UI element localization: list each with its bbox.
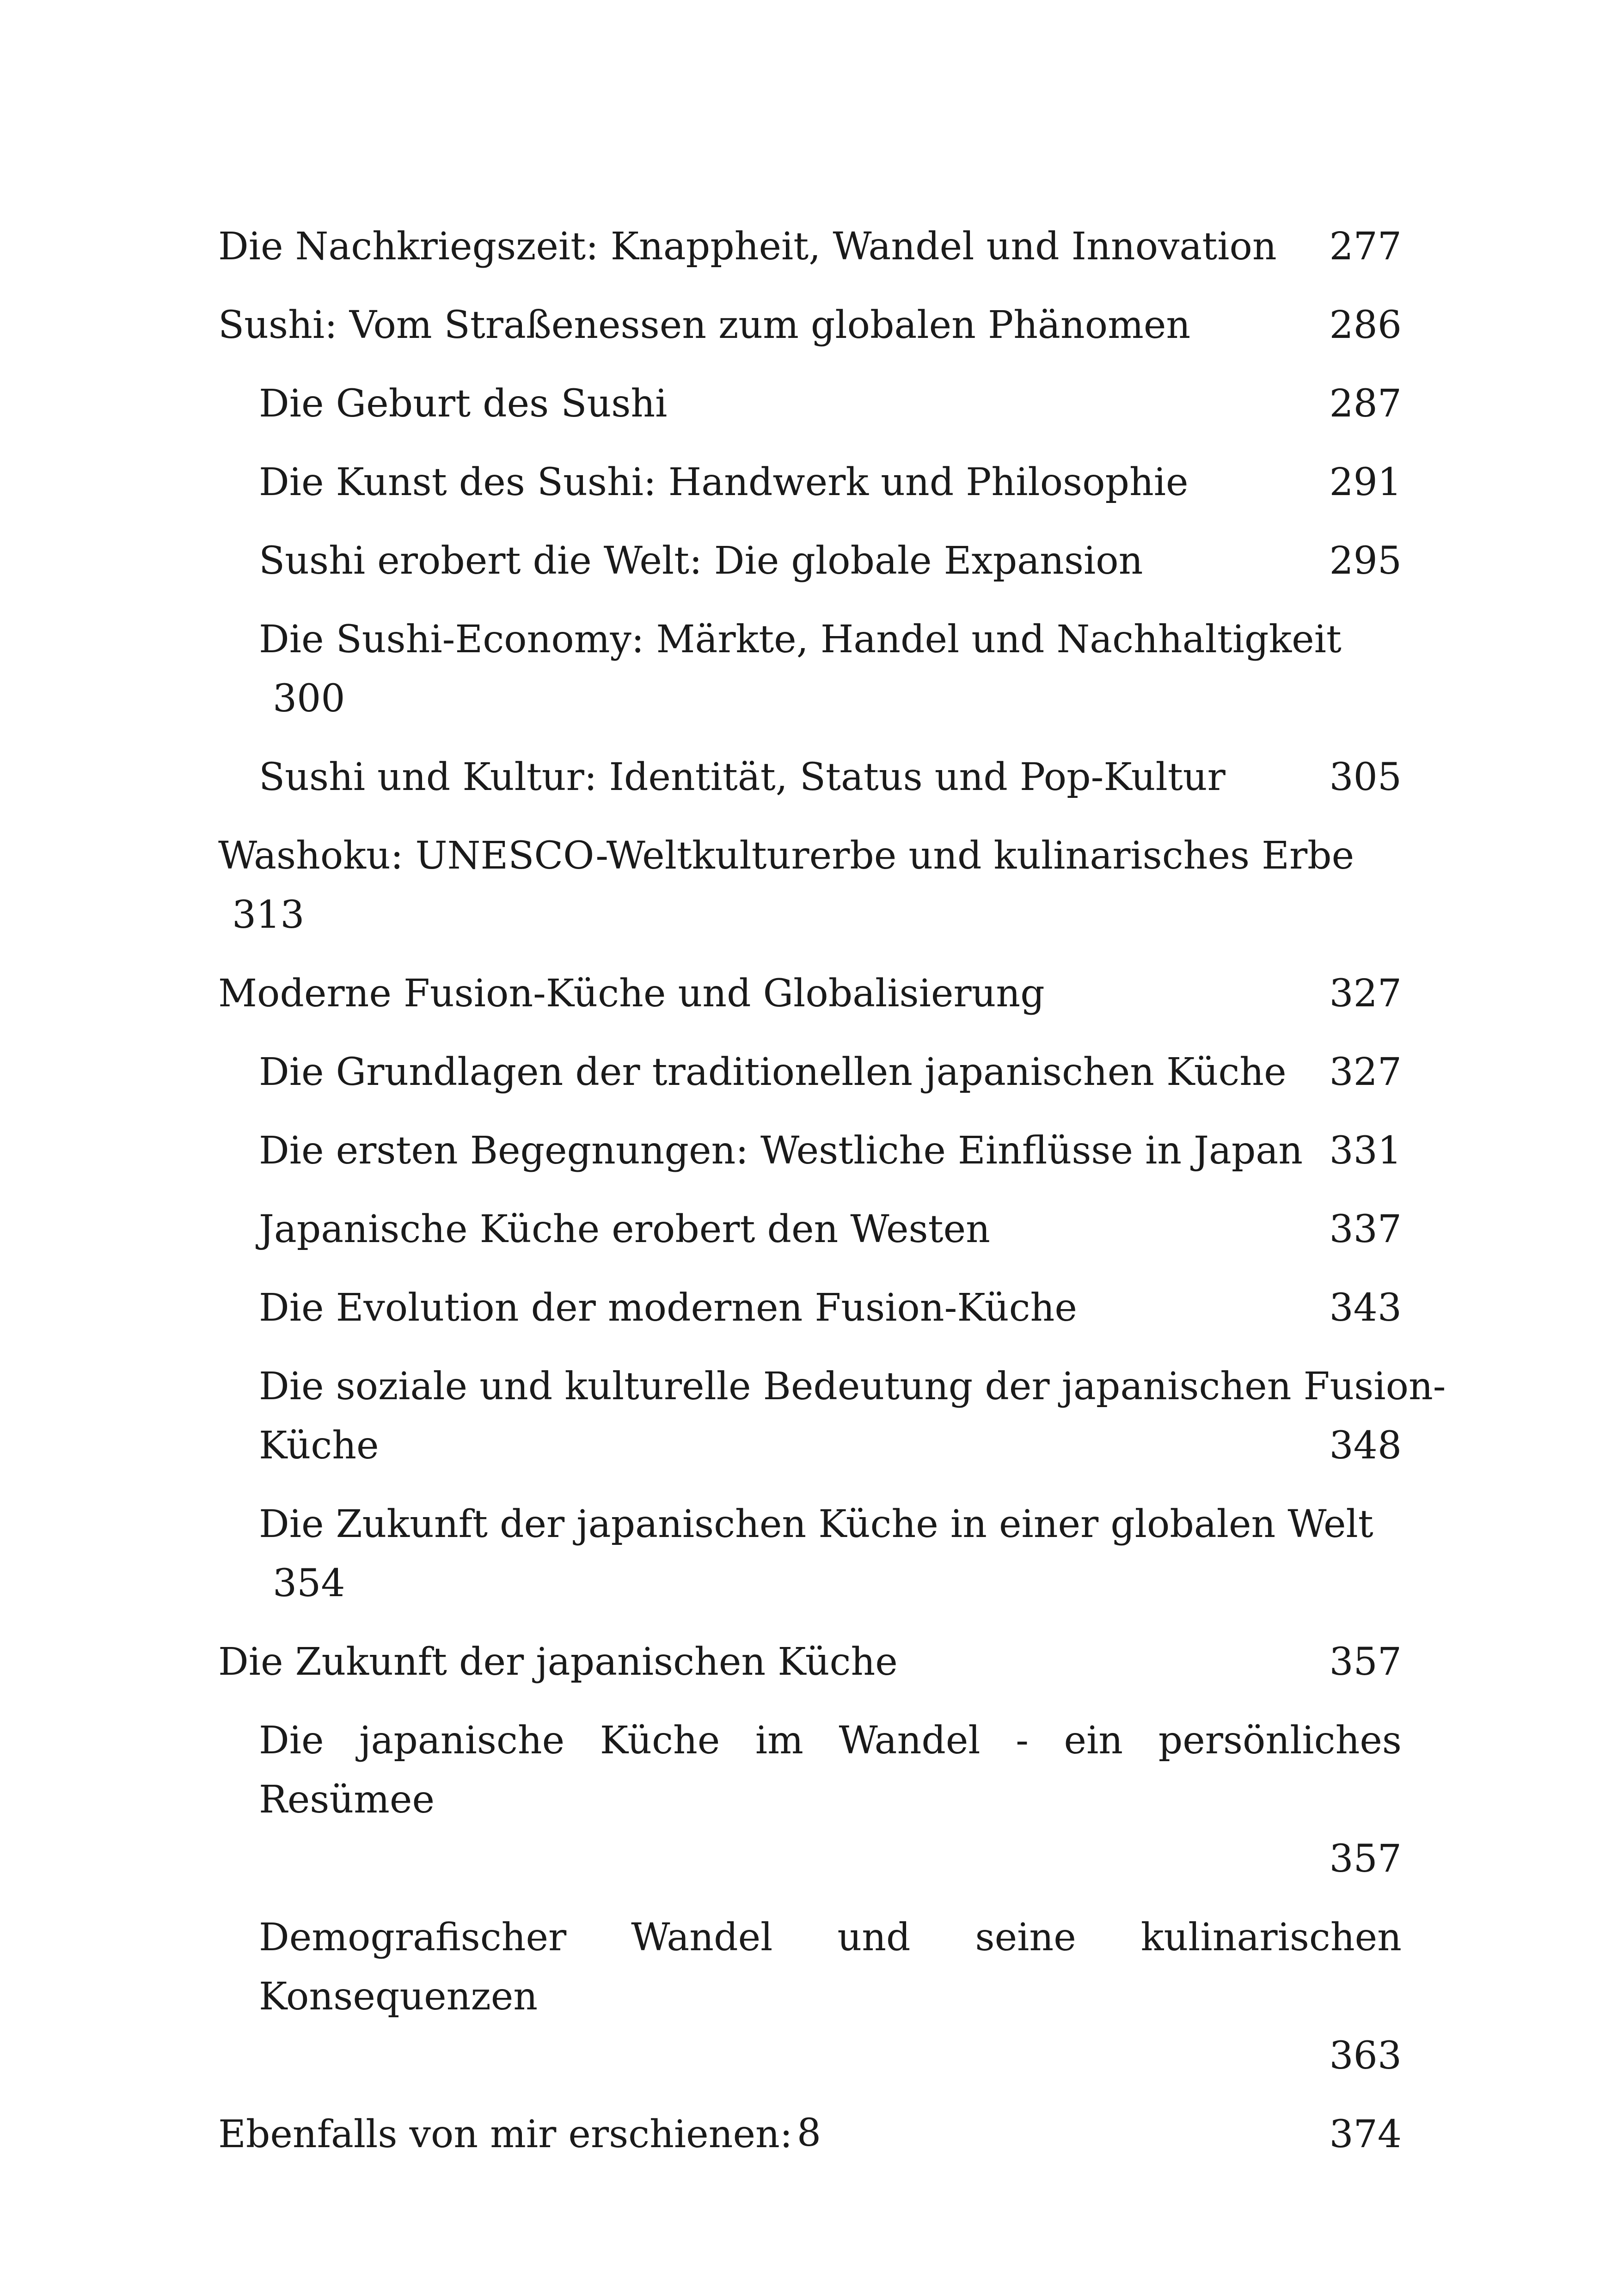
- toc-entry-title: Die Geburt des Sushi: [259, 382, 668, 426]
- toc-entry-page: 300: [273, 677, 345, 721]
- toc-entry: [218, 1043, 1402, 1102]
- toc-entry: [218, 532, 1402, 591]
- toc-entry-title: Die Kunst des Sushi: Handwerk und Philosophie: [259, 460, 1189, 504]
- toc-entry-page: 363: [1329, 2034, 1402, 2078]
- toc-entry: [218, 1633, 1402, 1692]
- toc-entry: [218, 748, 1402, 807]
- toc-entry-title: Die Sushi-Economy: Märkte, Handel und Nachhaltigkeit: [259, 618, 1342, 661]
- toc-entry-page: 337: [1329, 1207, 1402, 1251]
- toc-entry-title: Japanische Küche erobert den Westen: [259, 1207, 990, 1251]
- toc-entry-title: Ebenfalls von mir erschienen:: [218, 2112, 793, 2156]
- toc-entry-page: 348: [1329, 1424, 1402, 1468]
- toc-entry-page: 277: [1329, 225, 1402, 269]
- toc-entry-title: Washoku: UNESCO-Weltkulturerbe und kulinarisches Erbe: [218, 834, 1354, 878]
- toc-entry-page: 331: [1329, 1129, 1402, 1173]
- toc-entry: [218, 1908, 1402, 2086]
- toc-entry-page: 313: [232, 893, 305, 937]
- toc-entry-title: Die soziale und kulturelle Bedeutung der japanischen Fusion-: [259, 1365, 1446, 1408]
- toc-entry: [218, 296, 1402, 355]
- toc-entry: [218, 1495, 1402, 1613]
- toc-entry-page: 357: [1329, 1640, 1402, 1684]
- toc-entry-title-continued: Küche: [259, 1424, 379, 1468]
- toc-entry-page: 327: [1329, 1050, 1402, 1094]
- toc-entry: [218, 1357, 1446, 1476]
- toc-entry-title: Moderne Fusion-Küche und Globalisierung: [218, 972, 1045, 1016]
- toc-entry: [218, 1279, 1402, 1338]
- toc-entry: [218, 1200, 1402, 1259]
- toc-entry: [218, 964, 1402, 1023]
- toc-entry-title: Die Grundlagen der traditionellen japanischen Küche: [259, 1050, 1287, 1094]
- toc-entry-title: Die Evolution der modernen Fusion-Küche: [259, 1286, 1077, 1330]
- toc-entry-page: 357: [1329, 1837, 1402, 1881]
- toc-entry: [218, 1711, 1402, 1889]
- toc-entry: [218, 453, 1402, 512]
- toc-entry-title: Sushi erobert die Welt: Die globale Expansion: [259, 539, 1143, 583]
- toc-entry: [218, 610, 1402, 729]
- toc-entry-page: 343: [1329, 1286, 1402, 1330]
- toc-entry: [218, 1121, 1402, 1181]
- toc-entry-title: Die Zukunft der japanischen Küche in einer globalen Welt: [259, 1502, 1373, 1546]
- toc-entry-page: 354: [273, 1561, 345, 1605]
- toc-entry: [218, 827, 1402, 945]
- toc-entry-page: 305: [1329, 755, 1402, 799]
- toc-entry-title: Die Zukunft der japanischen Küche: [218, 1640, 898, 1684]
- toc-entry-title: Die japanische Küche im Wandel - ein persönliches Resümee: [259, 1719, 1402, 1822]
- toc-entry-page: 287: [1329, 382, 1402, 426]
- toc-entry-title: Die Nachkriegszeit: Knappheit, Wandel und Innovation: [218, 225, 1277, 269]
- toc-entry-title: Die ersten Begegnungen: Westliche Einflüsse in Japan: [259, 1129, 1303, 1173]
- toc-entry-page: 286: [1329, 303, 1402, 347]
- toc-entry-title: Demografischer Wandel und seine kulinarischen Konsequenzen: [259, 1916, 1402, 2019]
- table-of-contents: [218, 217, 1446, 2184]
- toc-entry: [218, 374, 1402, 434]
- page-number: 8: [797, 2111, 821, 2155]
- toc-entry-page: 374: [1329, 2112, 1402, 2156]
- toc-entry-title: Sushi: Vom Straßenessen zum globalen Phänomen: [218, 303, 1191, 347]
- toc-entry-title: Sushi und Kultur: Identität, Status und Pop-Kultur: [259, 755, 1226, 799]
- toc-entry-page: 295: [1329, 539, 1402, 583]
- toc-entry-page: 291: [1329, 460, 1402, 504]
- toc-entry-page: 327: [1329, 972, 1402, 1016]
- toc-entry: [218, 217, 1402, 276]
